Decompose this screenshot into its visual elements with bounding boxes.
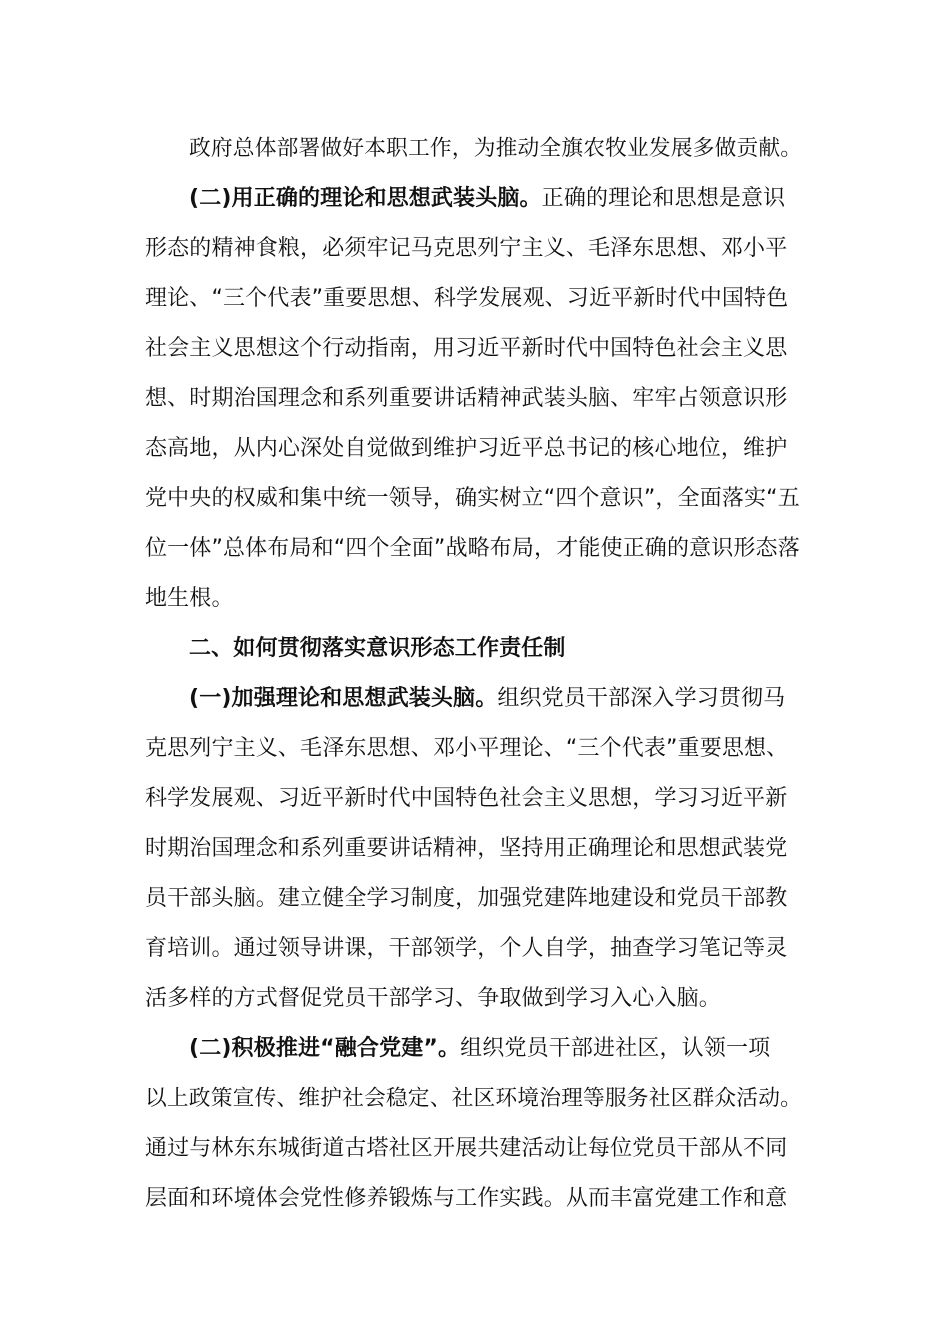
section-heading: (二)积极推进“融合党建”。 [189, 1036, 461, 1061]
paragraph-line [145, 374, 807, 424]
line-text: 地生根。 [145, 586, 234, 611]
line-text: 层面和环境体会党性修养锻炼与工作实践。从而丰富党建工作和意 [145, 1186, 788, 1211]
line-text: 组织党员干部深入学习贯彻马 [497, 686, 786, 711]
line-text: 态高地，从内心深处自觉做到维护习近平总书记的核心地位，维护 [145, 436, 788, 461]
line-text: 活多样的方式督促党员干部学习、争取做到学习入心入脑。 [145, 986, 721, 1011]
paragraph-heading-line [145, 174, 807, 224]
chapter-heading: 二、如何贯彻落实意识形态工作责任制 [189, 636, 566, 661]
line-text: 正确的理论和思想是意识 [541, 186, 786, 211]
paragraph-line [145, 524, 807, 574]
paragraph-line [145, 424, 807, 474]
paragraph-line [145, 224, 807, 274]
paragraph-heading-line [145, 1024, 807, 1074]
line-text: 通过与林东东城街道古塔社区开展共建活动让每位党员干部从不同 [145, 1136, 788, 1161]
paragraph-line [145, 1174, 807, 1224]
paragraph-line [145, 924, 807, 974]
paragraph-line [145, 974, 807, 1024]
chapter-heading-line [145, 624, 807, 674]
paragraph-line [145, 824, 807, 874]
section-heading: (一)加强理论和思想武装头脑。 [189, 686, 498, 711]
paragraph-line [145, 724, 807, 774]
paragraph-line [145, 1074, 807, 1124]
paragraph-line [145, 1124, 807, 1174]
line-text: 党中央的权威和集中统一领导，确实树立“四个意识”，全面落实“五 [145, 486, 800, 511]
section-heading: (二)用正确的理论和思想武装头脑。 [189, 186, 542, 211]
paragraph-line [145, 474, 807, 524]
line-text: 育培训。通过领导讲课，干部领学，个人自学，抽查学习笔记等灵 [145, 936, 788, 961]
paragraph-line [145, 874, 807, 924]
line-text: 员干部头脑。建立健全学习制度，加强党建阵地建设和党员干部教 [145, 886, 788, 911]
line-text: 形态的精神食粮，必须牢记马克思列宁主义、毛泽东思想、邓小平 [145, 236, 788, 261]
line-text: 克思列宁主义、毛泽东思想、邓小平理论、“三个代表”重要思想、 [145, 736, 789, 761]
paragraph-line [145, 574, 807, 624]
paragraph-line [145, 774, 807, 824]
paragraph-heading-line [145, 674, 807, 724]
line-text: 时期治国理念和系列重要讲话精神，坚持用正确理论和思想武装党 [145, 836, 788, 861]
line-text: 想、时期治国理念和系列重要讲话精神武装头脑、牢牢占领意识形 [145, 386, 788, 411]
line-text: 组织党员干部进社区，认领一项 [460, 1036, 771, 1061]
line-text: 政府总体部署做好本职工作，为推动全旗农牧业发展多做贡献。 [189, 136, 803, 161]
line-text: 理论、“三个代表”重要思想、科学发展观、习近平新时代中国特色 [145, 286, 789, 311]
paragraph-line [145, 124, 807, 174]
document-body [145, 124, 807, 1224]
line-text: 社会主义思想这个行动指南，用习近平新时代中国特色社会主义思 [145, 336, 788, 361]
line-text: 以上政策宣传、维护社会稳定、社区环境治理等服务社区群众活动。 [145, 1086, 802, 1111]
paragraph-line [145, 324, 807, 374]
paragraph-line [145, 274, 807, 324]
line-text: 科学发展观、习近平新时代中国特色社会主义思想，学习习近平新 [145, 786, 788, 811]
line-text: 位一体”总体布局和“四个全面”战略布局，才能使正确的意识形态落 [145, 536, 800, 561]
